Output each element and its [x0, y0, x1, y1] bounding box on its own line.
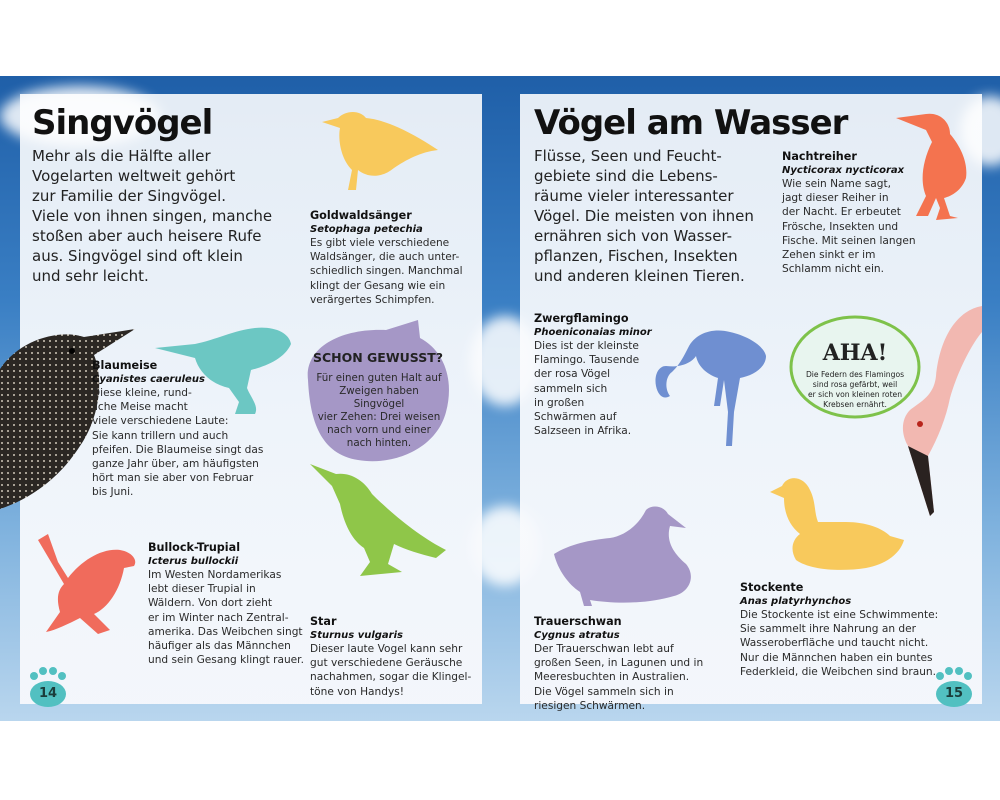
page-number: 14 [38, 686, 58, 701]
page-number-badge [26, 666, 70, 710]
intro-text: Mehr als die Hälfte aller Vogelarten weltweit gehört zur Familie der Singvögel. Viele von ihnen singen, manche stoßen aber auch heisere Rufe aus. Singvögel sind oft klein und sehr leicht. [32, 147, 273, 285]
bird-description: Es gibt viele verschiedene Waldsänger, die auch unter- schiedlich singen. Manchmal klingt der Gesang wie ein verärgertes Schimpfen. [310, 237, 463, 306]
bird-name: Zwergflamingo [534, 312, 629, 325]
fact-title: SCHON GEWUSST? [312, 350, 444, 365]
page-right [520, 94, 982, 712]
bird-latin-name: Setophaga petechia [310, 224, 423, 235]
bird-latin-name: Sturnus vulgaris [310, 630, 403, 641]
zwergflamingo-silhouette-icon [652, 326, 772, 451]
bird-latin-name: Cyanistes caeruleus [92, 374, 205, 385]
bird-name: Blaumeise [92, 359, 158, 372]
bullock-trupial-silhouette-icon [38, 534, 138, 639]
aha-title: AHA! [822, 340, 888, 366]
entry-bullock-trupial [148, 541, 308, 667]
intro-text: Flüsse, Seen und Feucht- gebiete sind die Lebens- räume vieler interessanter Vögel. Die meisten von ihnen ernähren sich von Wasser- pflanzen, Fischen, Insekten und anderen kleinen Tieren. [534, 147, 754, 285]
star-silhouette-icon [310, 464, 450, 584]
entry-goldwaldsaenger [310, 209, 485, 307]
entry-blaumeise [92, 359, 302, 500]
bird-description: Der Trauerschwan lebt auf großen Seen, in Lagunen und in Meeresbuchten in Australien. Die Vögel sammeln sich in riesigen Schwärmen. [534, 643, 704, 712]
bird-description: Dies ist der kleinste Flamingo. Tausende der rosa Vögel sammeln sich in großen Schwärmen auf Salzseen in Afrika. [534, 340, 640, 438]
fact-text: Für einen guten Halt auf Zweigen haben Singvögel vier Zehen: Drei weisen nach vorn und einer nach hinten. [316, 372, 442, 449]
page-number-badge [932, 666, 976, 710]
page-left [20, 94, 482, 704]
bird-description: Diese kleine, rund- liche Meise macht viele verschiedene Laute: Sie kann trillern und auch pfeifen. Die Blaumeise singt das ganze Jahr über, am häufigsten hört man sie aber von Februar bis Juni. [92, 387, 264, 499]
page-title: Vögel am Wasser [534, 103, 848, 143]
bird-name: Goldwaldsänger [310, 209, 412, 222]
bird-name: Nachtreiher [782, 150, 857, 163]
bird-description: Die Stockente ist eine Schwimmente: Sie sammelt ihre Nahrung an der Wasseroberfläche und taucht nicht. Nur die Männchen haben ein buntes Federkleid, die Weibchen sind braun. [740, 609, 939, 678]
goldwaldsaenger-silhouette-icon [320, 108, 440, 208]
bird-name: Trauerschwan [534, 615, 622, 628]
entry-trauerschwan [534, 615, 724, 713]
page-number: 15 [944, 686, 964, 701]
entry-zwergflamingo [534, 312, 664, 438]
entry-nachtreiher [782, 150, 942, 276]
stockente-silhouette-icon [770, 470, 904, 580]
page-title: Singvögel [32, 103, 213, 143]
bird-latin-name: Phoeniconaias minor [534, 327, 652, 338]
bird-name: Bullock-Trupial [148, 541, 241, 554]
book-spread [0, 76, 1000, 721]
bird-latin-name: Cygnus atratus [534, 630, 620, 641]
entry-star [310, 615, 485, 699]
trauerschwan-silhouette-icon [554, 506, 696, 606]
entry-stockente [740, 581, 960, 679]
aha-text: Die Federn des Flamingos sind rosa gefärbt, weil er sich von kleinen roten Krebsen ernährt. [805, 370, 905, 409]
bird-description: Dieser laute Vogel kann sehr gut verschiedene Geräusche nachahmen, sogar die Klingel- töne von Handys! [310, 643, 472, 698]
bird-name: Star [310, 615, 337, 628]
bird-name: Stockente [740, 581, 804, 594]
fact-bubble [296, 320, 454, 470]
bird-latin-name: Icterus bullockii [148, 556, 239, 567]
bird-latin-name: Nycticorax nycticorax [782, 165, 905, 176]
flamingo-photo-icon [900, 306, 982, 526]
bird-description: Im Westen Nordamerikas lebt dieser Trupial in Wäldern. Von dort zieht er im Winter nach Zentral- amerika. Das Weibchen singt häufiger als das Männchen und sein Gesang klingt rauer. [148, 569, 304, 667]
bird-description: Wie sein Name sagt, jagt dieser Reiher in der Nacht. Er erbeutet Frösche, Insekten und Fische. Mit seinen langen Zehen sinkt er im Schlamm nicht ein. [782, 178, 916, 276]
bird-latin-name: Anas platyrhynchos [740, 596, 852, 607]
